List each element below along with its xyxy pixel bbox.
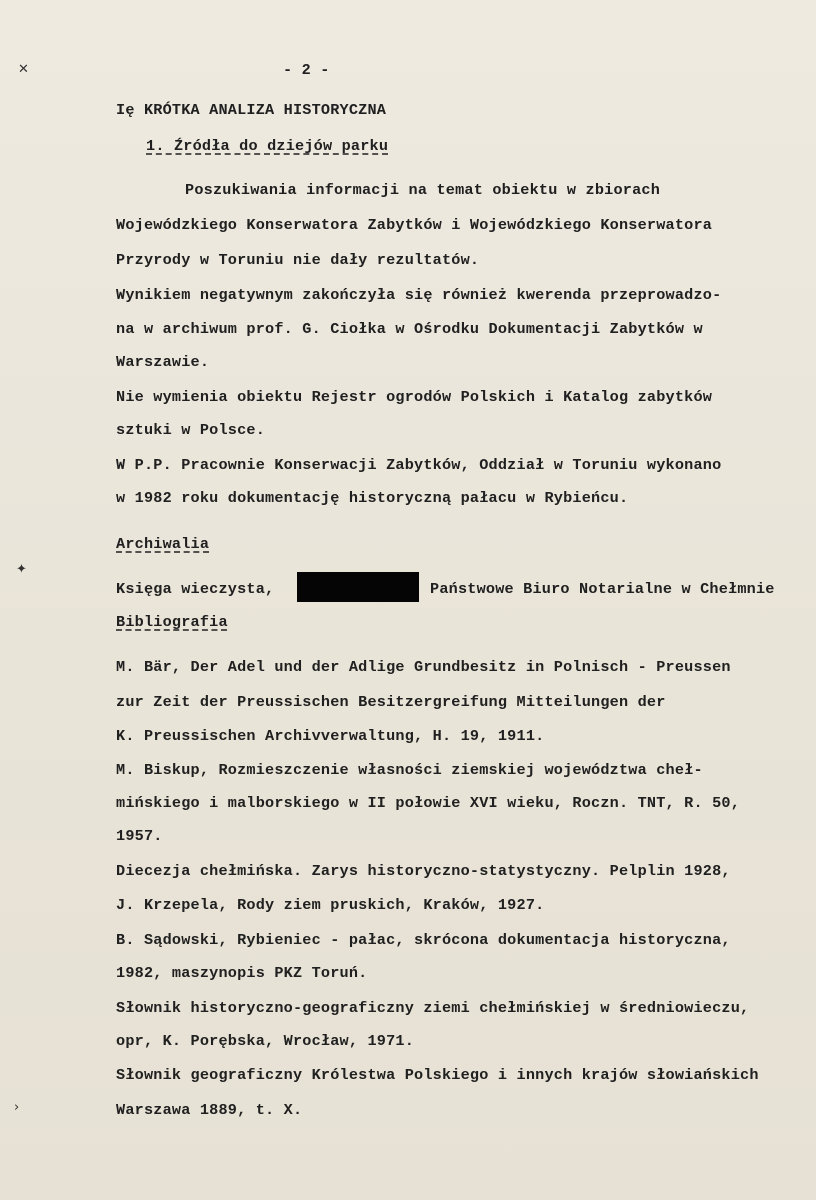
bibliography-line: zur Zeit der Preussischen Besitzergreifung Mitteilungen der [116, 693, 666, 711]
bibliography-line: Warszawa 1889, t. X. [116, 1101, 303, 1119]
section-heading: Ię KRÓTKA ANALIZA HISTORYCZNA [116, 101, 387, 119]
body-line: W P.P. Pracownie Konserwacji Zabytków, Oddział w Toruniu wykonano [116, 456, 722, 474]
bibliography-line: M. Biskup, Rozmieszczenie własności ziemskiej województwa cheł- [116, 761, 703, 779]
margin-mark: ✕ [18, 62, 29, 77]
body-line: Wynikiem negatywnym zakończyła się również kwerenda przeprowadzo- [116, 286, 722, 304]
bibliography-line: M. Bär, Der Adel und der Adlige Grundbesitz in Polnisch - Preussen [116, 658, 731, 676]
bibliography-line: Słownik historyczno-geograficzny ziemi chełmińskiej w średniowieczu, [116, 999, 750, 1017]
bibliography-line: J. Krzepela, Rody ziem pruskich, Kraków, 1927. [116, 896, 545, 914]
body-line: Nie wymienia obiektu Rejestr ogrodów Polskich i Katalog zabytków [116, 388, 713, 406]
bibliography-line: Słownik geograficzny Królestwa Polskiego i innych krajów słowiańskich [116, 1066, 759, 1084]
body-line: Poszukiwania informacji na temat obiektu w zbiorach [185, 181, 661, 199]
body-line: w 1982 roku dokumentację historyczną pałacu w Rybieńcu. [116, 489, 629, 507]
body-line: Warszawie. [116, 353, 210, 371]
body-line: sztuki w Polsce. [116, 421, 266, 439]
body-line: Przyrody w Toruniu nie dały rezultatów. [116, 251, 480, 269]
bibliography-line: mińskiego i malborskiego w II połowie XVI wieku, Roczn. TNT, R. 50, [116, 794, 741, 812]
subsection-heading: 1. Źródła do dziejów parku [146, 137, 389, 155]
bibliography-line: 1957. [116, 827, 163, 845]
archiwalia-entry: Księga wieczysta, [116, 580, 275, 598]
bibliography-line: Diecezja chełmińska. Zarys historyczno-statystyczny. Pelplin 1928, [116, 862, 731, 880]
bibliografia-heading: Bibliografia [116, 613, 228, 631]
body-line: Wojewódzkiego Konserwatora Zabytków i Wojewódzkiego Konserwatora [116, 216, 713, 234]
archiwalia-entry-source: Państwowe Biuro Notarialne w Chełmnie [430, 580, 775, 598]
margin-mark: ✦ [16, 562, 27, 577]
bibliography-line: opr, K. Porębska, Wrocław, 1971. [116, 1032, 415, 1050]
margin-mark: › [14, 1100, 20, 1115]
bibliography-line: B. Sądowski, Rybieniec - pałac, skrócona dokumentacja historyczna, [116, 931, 731, 949]
bibliography-line: 1982, maszynopis PKZ Toruń. [116, 964, 368, 982]
redaction-block [297, 572, 419, 602]
body-line: na w archiwum prof. G. Ciołka w Ośrodku Dokumentacji Zabytków w [116, 320, 703, 338]
archiwalia-heading: Archiwalia [116, 535, 210, 553]
page-number: - 2 - [283, 61, 330, 79]
bibliography-line: K. Preussischen Archivverwaltung, H. 19, 1911. [116, 727, 545, 745]
